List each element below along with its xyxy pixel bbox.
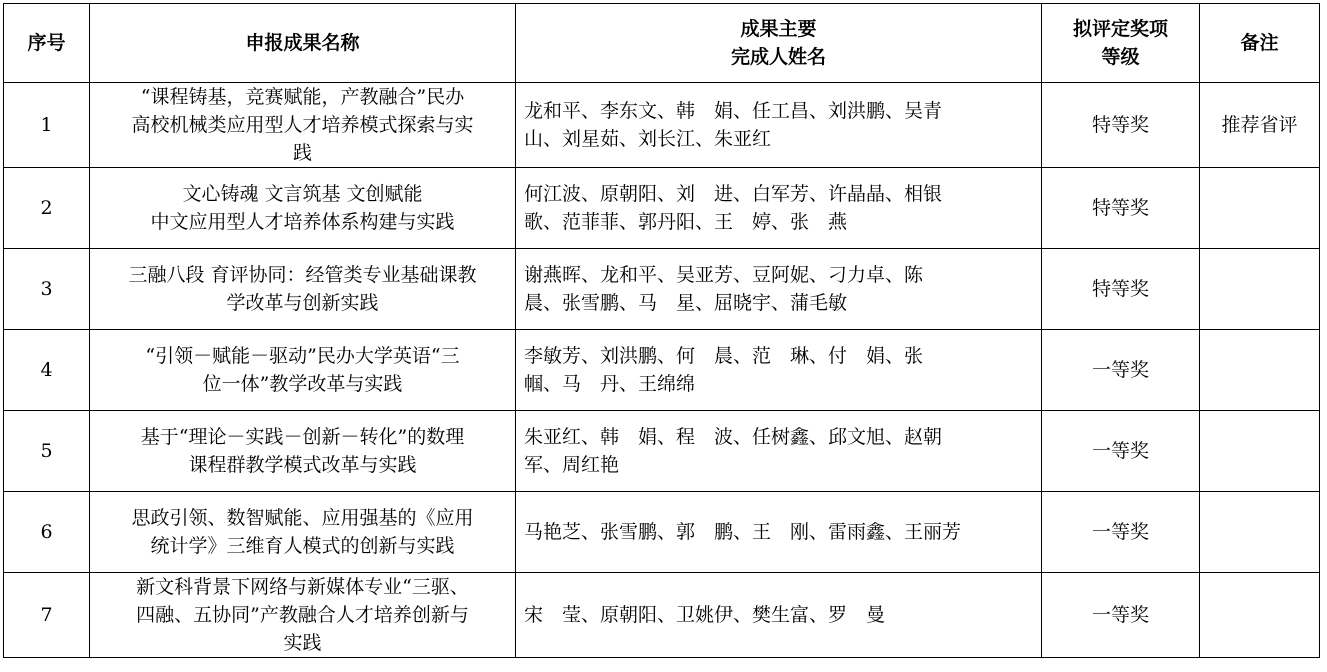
achievement-name-line: 课程群教学模式改革与实践 (188, 454, 417, 476)
achievement-name-line: 统计学》三维育人模式的创新与实践 (150, 535, 455, 557)
header-members-line: 成果主要 (740, 18, 817, 40)
header-name: 申报成果名称 (90, 4, 516, 83)
achievement-name-line: “课程铸基，竞赛赋能，产教融合”民办 (140, 86, 465, 108)
award-level: 特等奖 (1042, 168, 1200, 249)
achievement-name (90, 249, 516, 330)
header-level-line: 等级 (1101, 46, 1140, 68)
award-level: 一等奖 (1042, 492, 1200, 573)
table-row (4, 330, 1320, 411)
members (516, 168, 1042, 249)
members-line: 帼、马 丹、王绵绵 (524, 373, 696, 395)
remark (1200, 492, 1320, 573)
achievement-name-line: 学改革与创新实践 (226, 292, 379, 314)
achievement-name-line: 文心铸魂 文言筑基 文创赋能 (182, 183, 423, 205)
achievement-name-line: 三融八段 育评协同：经管类专业基础课教 (128, 264, 477, 286)
table-row (4, 168, 1320, 249)
members-line: 李敏芳、刘洪鹏、何 晨、范 琳、付 娟、张 (524, 345, 924, 367)
table-row (4, 249, 1320, 330)
members-line: 晨、张雪鹏、马 星、屈晓宇、蒲毛敏 (524, 292, 848, 314)
members-line: 谢燕晖、龙和平、吴亚芳、豆阿妮、刁力卓、陈 (524, 264, 924, 286)
row-number: 5 (4, 411, 90, 492)
achievement-name (90, 330, 516, 411)
achievement-name-line: 四融、五协同”产教融合人才培养创新与 (136, 604, 469, 626)
members-line: 山、刘星茹、刘长江、朱亚红 (524, 128, 772, 150)
achievement-name-line: “引领－赋能－驱动”民办大学英语“三 (145, 345, 460, 367)
award-level: 一等奖 (1042, 573, 1200, 658)
header-note: 备注 (1200, 4, 1320, 83)
members-line: 歌、范菲菲、郭丹阳、王 婷、张 燕 (524, 211, 848, 233)
row-number: 4 (4, 330, 90, 411)
row-number: 2 (4, 168, 90, 249)
row-number: 6 (4, 492, 90, 573)
achievement-name-line: 中文应用型人才培养体系构建与实践 (150, 211, 455, 233)
achievement-name (90, 573, 516, 658)
award-level: 特等奖 (1042, 249, 1200, 330)
remark (1200, 249, 1320, 330)
achievement-name (90, 492, 516, 573)
achievement-name-line: 新文科背景下网络与新媒体专业“三驱、 (136, 576, 469, 598)
achievement-name-line: 高校机械类应用型人才培养模式探索与实 (131, 114, 474, 136)
award-level: 一等奖 (1042, 411, 1200, 492)
remark: 推荐省评 (1200, 83, 1320, 168)
remark (1200, 573, 1320, 658)
members (516, 249, 1042, 330)
table-row (4, 573, 1320, 658)
achievement-name-line: 位一体”教学改革与实践 (202, 373, 403, 395)
table-row (4, 492, 1320, 573)
members-line: 何江波、原朝阳、刘 进、白军芳、许晶晶、相银 (524, 183, 943, 205)
members-line: 龙和平、李东文、韩 娟、任工昌、刘洪鹏、吴青 (524, 100, 943, 122)
remark (1200, 330, 1320, 411)
header-members-line: 完成人姓名 (730, 46, 826, 68)
achievement-name (90, 411, 516, 492)
awards-table (3, 3, 1320, 658)
members-line: 军、周红艳 (524, 454, 620, 476)
header-no: 序号 (4, 4, 90, 83)
award-level: 特等奖 (1042, 83, 1200, 168)
remark (1200, 168, 1320, 249)
members-line: 马艳芝、张雪鹏、郭 鹏、王 刚、雷雨鑫、王丽芳 (524, 521, 962, 543)
achievement-name-line: 基于“理论－实践－创新－转化”的数理 (140, 426, 465, 448)
row-number: 1 (4, 83, 90, 168)
award-level: 一等奖 (1042, 330, 1200, 411)
table-row (4, 411, 1320, 492)
achievement-name-line: 践 (292, 142, 312, 164)
achievement-name-line: 思政引领、数智赋能、应用强基的《应用 (131, 507, 474, 529)
header-level-line: 拟评定奖项 (1072, 18, 1168, 40)
header-members (516, 4, 1042, 83)
row-number: 7 (4, 573, 90, 658)
members (516, 411, 1042, 492)
members-line: 朱亚红、韩 娟、程 波、任树鑫、邱文旭、赵朝 (524, 426, 943, 448)
header-level (1042, 4, 1200, 83)
members (516, 492, 1042, 573)
achievement-name (90, 168, 516, 249)
members (516, 330, 1042, 411)
achievement-name-line: 实践 (283, 632, 322, 654)
members (516, 573, 1042, 658)
row-number: 3 (4, 249, 90, 330)
members (516, 83, 1042, 168)
header-row (4, 4, 1320, 83)
table-row (4, 83, 1320, 168)
members-line: 宋 莹、原朝阳、卫姚伊、樊生富、罗 曼 (524, 604, 886, 626)
achievement-name (90, 83, 516, 168)
remark (1200, 411, 1320, 492)
